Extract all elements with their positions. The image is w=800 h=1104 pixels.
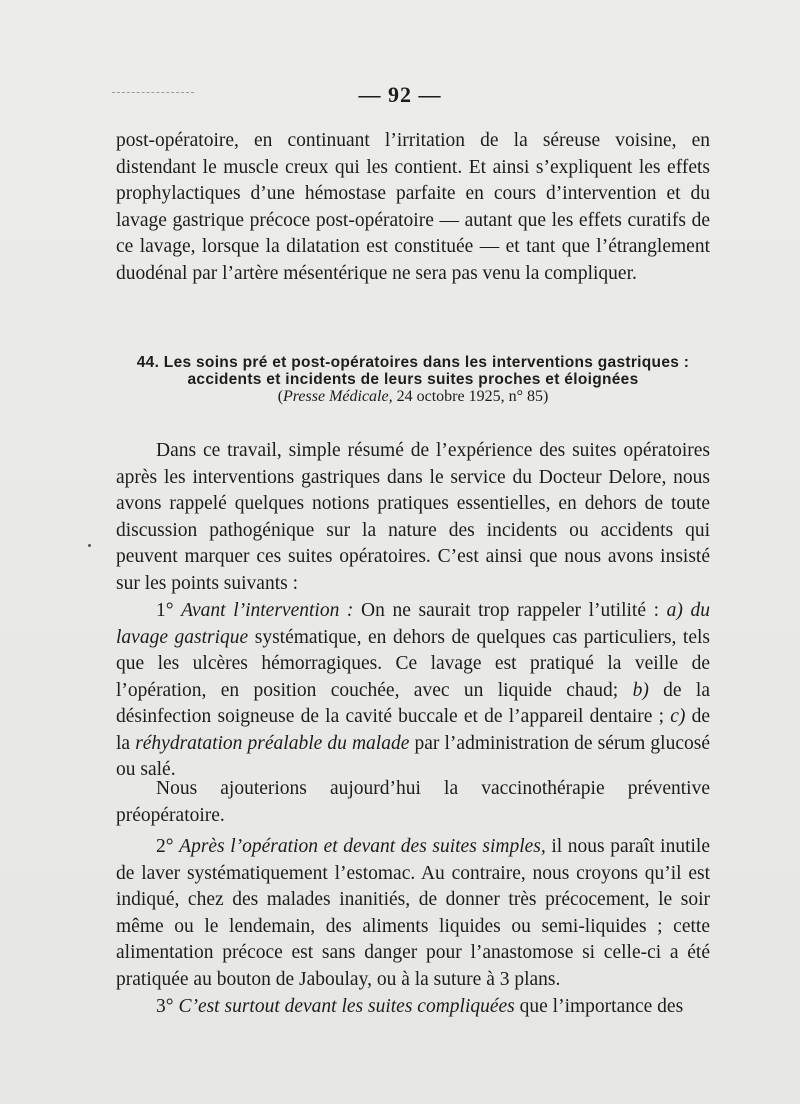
point-1-number: 1° xyxy=(156,600,174,621)
point-2-text xyxy=(116,834,710,993)
point-1-text-e: par l’administration de sérum glucosé ou salé. xyxy=(116,732,710,780)
paragraph-text: Nous ajouterions aujourd’hui la vaccinothérapie préventive préopératoire. xyxy=(116,778,710,826)
point-1-heading: Avant l’intervention : xyxy=(181,600,354,621)
point-2-body: il nous paraît inutile de laver systématiquement l’estomac. Au contraire, nous croyons qu’il est indiqué, chez des malades inanitiés, de donner très précocement, le soir même ou le lendemain, des aliments liquides ou semi-liquides ; cette alimentation précoce est sans danger pour l’anastomose si celle-ci a été pratiquée au bouton de Jaboulay, ou à la suture à 3 plans. xyxy=(116,836,711,990)
page-number: — 92 — xyxy=(358,82,442,107)
point-1-text xyxy=(116,598,710,784)
citation-details: 24 octobre 1925, n° 85) xyxy=(392,388,549,405)
paragraph-continuation xyxy=(116,128,710,287)
point-3-heading: C’est surtout devant les suites compliquées xyxy=(178,996,515,1017)
ink-speck xyxy=(88,544,91,547)
section-number: 44. xyxy=(136,354,160,371)
section-title-text-1: Les soins pré et post-opératoires dans les interventions gastriques : xyxy=(163,354,690,371)
section-title-line-2: accidents et incidents de leurs suites proches et éloignées xyxy=(187,371,639,388)
point-3-number: 3° xyxy=(156,996,174,1017)
point-2-heading: Après l’opération et devant des suites simples, xyxy=(179,836,546,857)
section-title-line-1 xyxy=(116,354,710,371)
point-3-text xyxy=(116,994,710,1021)
citation-journal: Presse Médicale, xyxy=(283,388,393,405)
point-1-a-label: a) du lavage gastrique xyxy=(116,600,710,648)
header-rule xyxy=(112,92,194,93)
point-2-paragraph xyxy=(116,834,710,993)
point-1-c-emphasis: réhydratation préalable du malade xyxy=(135,732,410,754)
paragraph-text: Dans ce travail, simple résumé de l’expérience des suites opératoires après les interventions gastriques dans le service du Docteur Delore, nous avons rappelé quelques notions pratiques essentielles, en dehors de toute discussion pathogénique sur la nature des incidents ou accidents qui peuvent marquer ces suites opératoires. C’est ainsi que nous avons insisté sur les points suivants : xyxy=(116,440,710,594)
point-1-text-a: On ne saurait trop rappeler l’utilité : xyxy=(353,600,667,621)
point-3-body: que l’importance des xyxy=(514,996,684,1017)
point-1-b-label: b) xyxy=(632,679,649,701)
vaccine-paragraph xyxy=(116,776,710,829)
citation xyxy=(116,388,710,406)
section-heading xyxy=(116,354,710,388)
point-2-number: 2° xyxy=(156,836,174,857)
point-1-text-d: de la xyxy=(116,706,711,754)
point-1-paragraph xyxy=(116,598,710,784)
intro-paragraph xyxy=(116,438,710,597)
point-1-c-label: c) xyxy=(670,706,686,727)
paragraph-text: post-opératoire, en continuant l’irritation de la séreuse voisine, en distendant le muscle creux qui les contient. Et ainsi s’expliquent les effets prophylactiques d’une hémostase parfaite en cours d’intervention et du lavage gastrique précoce post-opératoire — autant que les effets curatifs de ce lavage, lorsque la dilatation est constituée — et tant que l’étranglement duodénal par l’artère mésentérique ne sera pas venu la compliquer. xyxy=(116,130,710,284)
citation-open: ( xyxy=(277,388,284,405)
point-3-paragraph xyxy=(116,994,710,1021)
point-1-text-c: de la désinfection soigneuse de la cavité buccale et de l’appareil dentaire ; xyxy=(116,679,710,727)
point-1-text-b: systématique, en dehors de quelques cas particuliers, tels que les ulcères hémorragiques. Ce lavage est pratiqué la veille de l’opération, en position couchée, avec un liquide chaud; xyxy=(116,626,710,701)
